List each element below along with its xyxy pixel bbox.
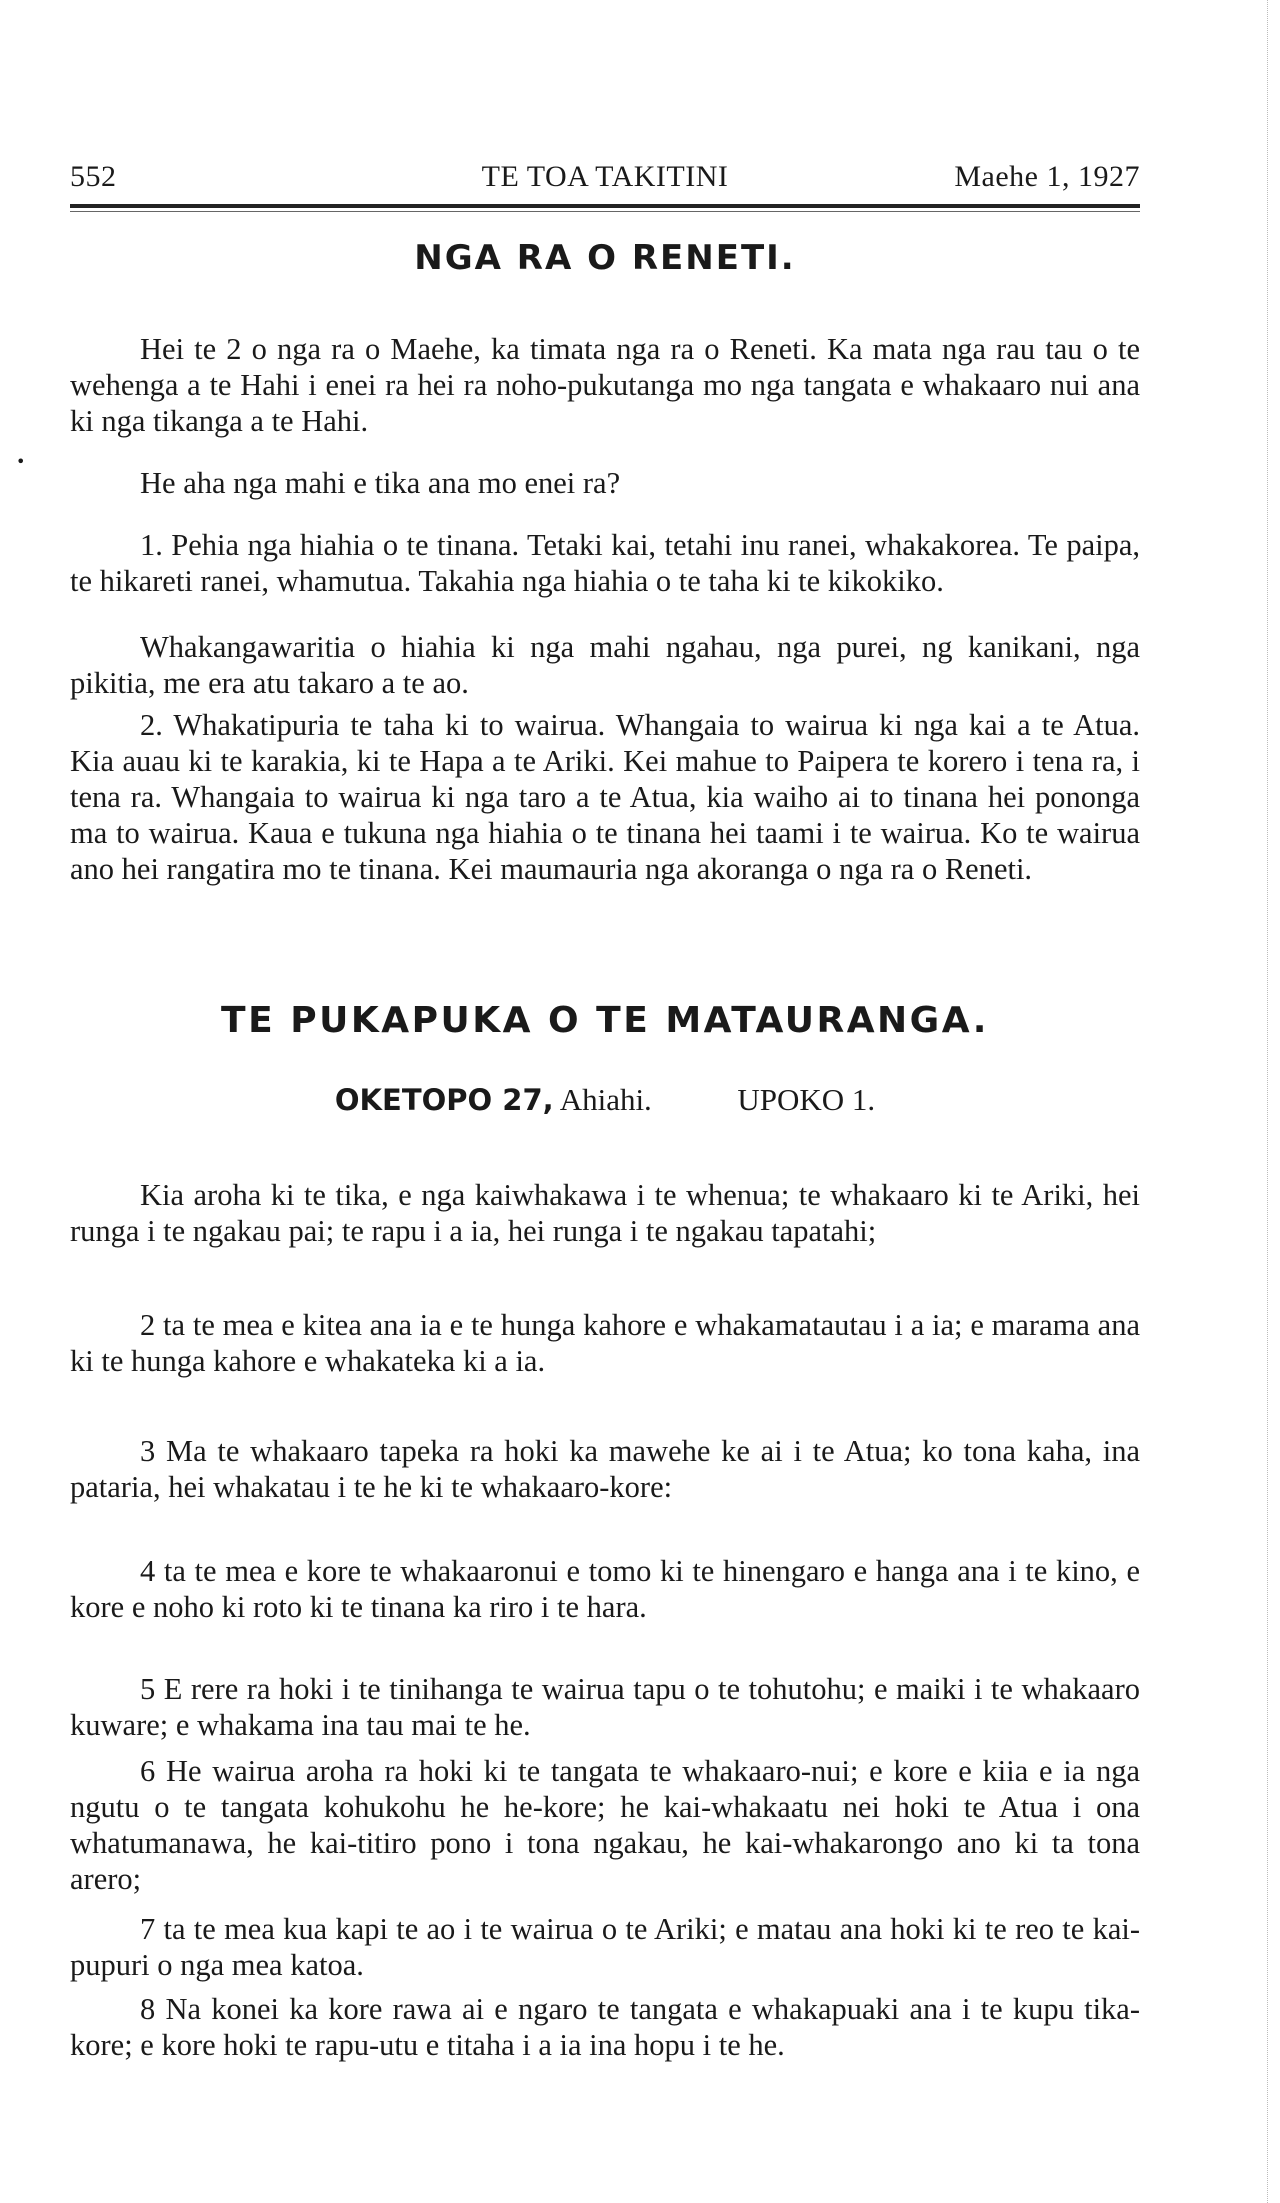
- verse: 2 ta te mea e kitea ana ia e te hunga kahore e whakamatautau i a ia; e marama ana ki te hunga kahore e whakateka ki a ia.: [70, 1307, 1140, 1378]
- verse: Kia aroha ki te tika, e nga kaiwhakawa i te whenua; te whakaaro ki te Ariki, hei runga i te ngakau pai; te rapu i a ia, hei runga i te ngakau tapatahi;: [70, 1177, 1140, 1248]
- paragraph: 1. Pehia nga hiahia o te tinana. Tetaki kai, tetahi inu ranei, whakakorea. Te paipa, te hikareti ranei, whamutua. Takahia nga hiahia o te taha ki te kikokiko.: [70, 527, 1140, 598]
- verse: 4 ta te mea e kore te whakaaronui e tomo ki te hinengaro e hanga ana i te kino, e kore e noho ki roto ki te tinana ka riro i te hara.: [70, 1553, 1140, 1624]
- paragraph: 2. Whakatipuria te taha ki to wairua. Whangaia to wairua ki nga kai a te Atua. Kia auau ki te karakia, ki te Hapa a te Ariki. Kei mahue to Paipera te korero i tena ra, i tena ra. Whangaia to wairua ki nga taro a te Atua, kia waiho ai to tinana hei ponongа ma to wairua. Kaua e tukuna nga hiahia o te tinana hei taami i te wairua. Ko te wairua ano hei rangatira mo te tinana. Kei maumauria nga akoranga o nga ra o Reneti.: [70, 707, 1140, 886]
- verse: 3 Ma te whakaaro tapeka ra hoki ka mawehe ke ai i te Atua; ko tona kaha, ina pataria, hei whakatau i te he ki te whakaaro-kore:: [70, 1433, 1140, 1504]
- verse: 7 ta te mea kua kapi te ao i te wairua o te Ariki; e matau ana hoki ki te reo te kai-pupuri o nga mea katoa.: [70, 1911, 1140, 1982]
- reading-time: Ahiahi.: [559, 1082, 652, 1117]
- section-title-matauranga: TE PUKAPUKA O TE MATAURANGA.: [221, 1000, 989, 1041]
- margin-dot: •: [16, 452, 26, 471]
- chapter-label: UPOKO 1.: [737, 1082, 876, 1117]
- paragraph: Hei te 2 o nga ra o Maehe, ka timata nga ra o Reneti. Ka mata nga rau tau o te wehenga a te Hahi i enei ra hei ra noho-pukutanga mo nga tangata e whakaaro nui ana ki nga tikanga a te Hahi.: [70, 331, 1140, 438]
- section-title-reneti: NGA RA O RENETI.: [414, 238, 796, 278]
- running-header: [70, 160, 1140, 200]
- issue-date: Maehe 1, 1927: [954, 160, 1140, 193]
- verse: 8 Na konei ka kore rawa ai e ngaro te tangata e whakapuaki ana i te kupu tika-kore; e kore hoki te rapu-utu e titaha i a ia ina hopu i te he.: [70, 1991, 1140, 2062]
- scan-edge: [1259, 0, 1268, 2203]
- page-number: 552: [70, 160, 117, 193]
- publication-title: TE TOA TAKITINI: [481, 160, 729, 193]
- reading-date: OKETOPO 27,: [334, 1083, 554, 1117]
- header-rule: [70, 204, 1140, 208]
- reading-heading: [70, 1082, 1140, 1118]
- header-rule-thin: [70, 211, 1140, 212]
- paragraph: Whakangawaritia o hiahia ki nga mahi ngahau, nga purei, ng kanikani, nga pikitia, me era atu takaro a te ao.: [70, 629, 1140, 700]
- verse: 6 He wairua aroha ra hoki ki te tangata te whakaaro-nui; e kore e kiia e ia nga ngutu o te tangata kohukohu he he-kore; he kai-whakaatu nei hoki te Atua i ona whatumanawa, he kai-titiro pono i tona ngakau, he kai-whakarongo ano ki ta tona arero;: [70, 1753, 1140, 1896]
- paragraph: He aha nga mahi e tika ana mo enei ra?: [140, 465, 621, 500]
- verse: 5 E rere ra hoki i te tinihanga te wairua tapu o te tohutohu; e maiki i te whakaaro kuware; e whakama ina tau mai te he.: [70, 1671, 1140, 1742]
